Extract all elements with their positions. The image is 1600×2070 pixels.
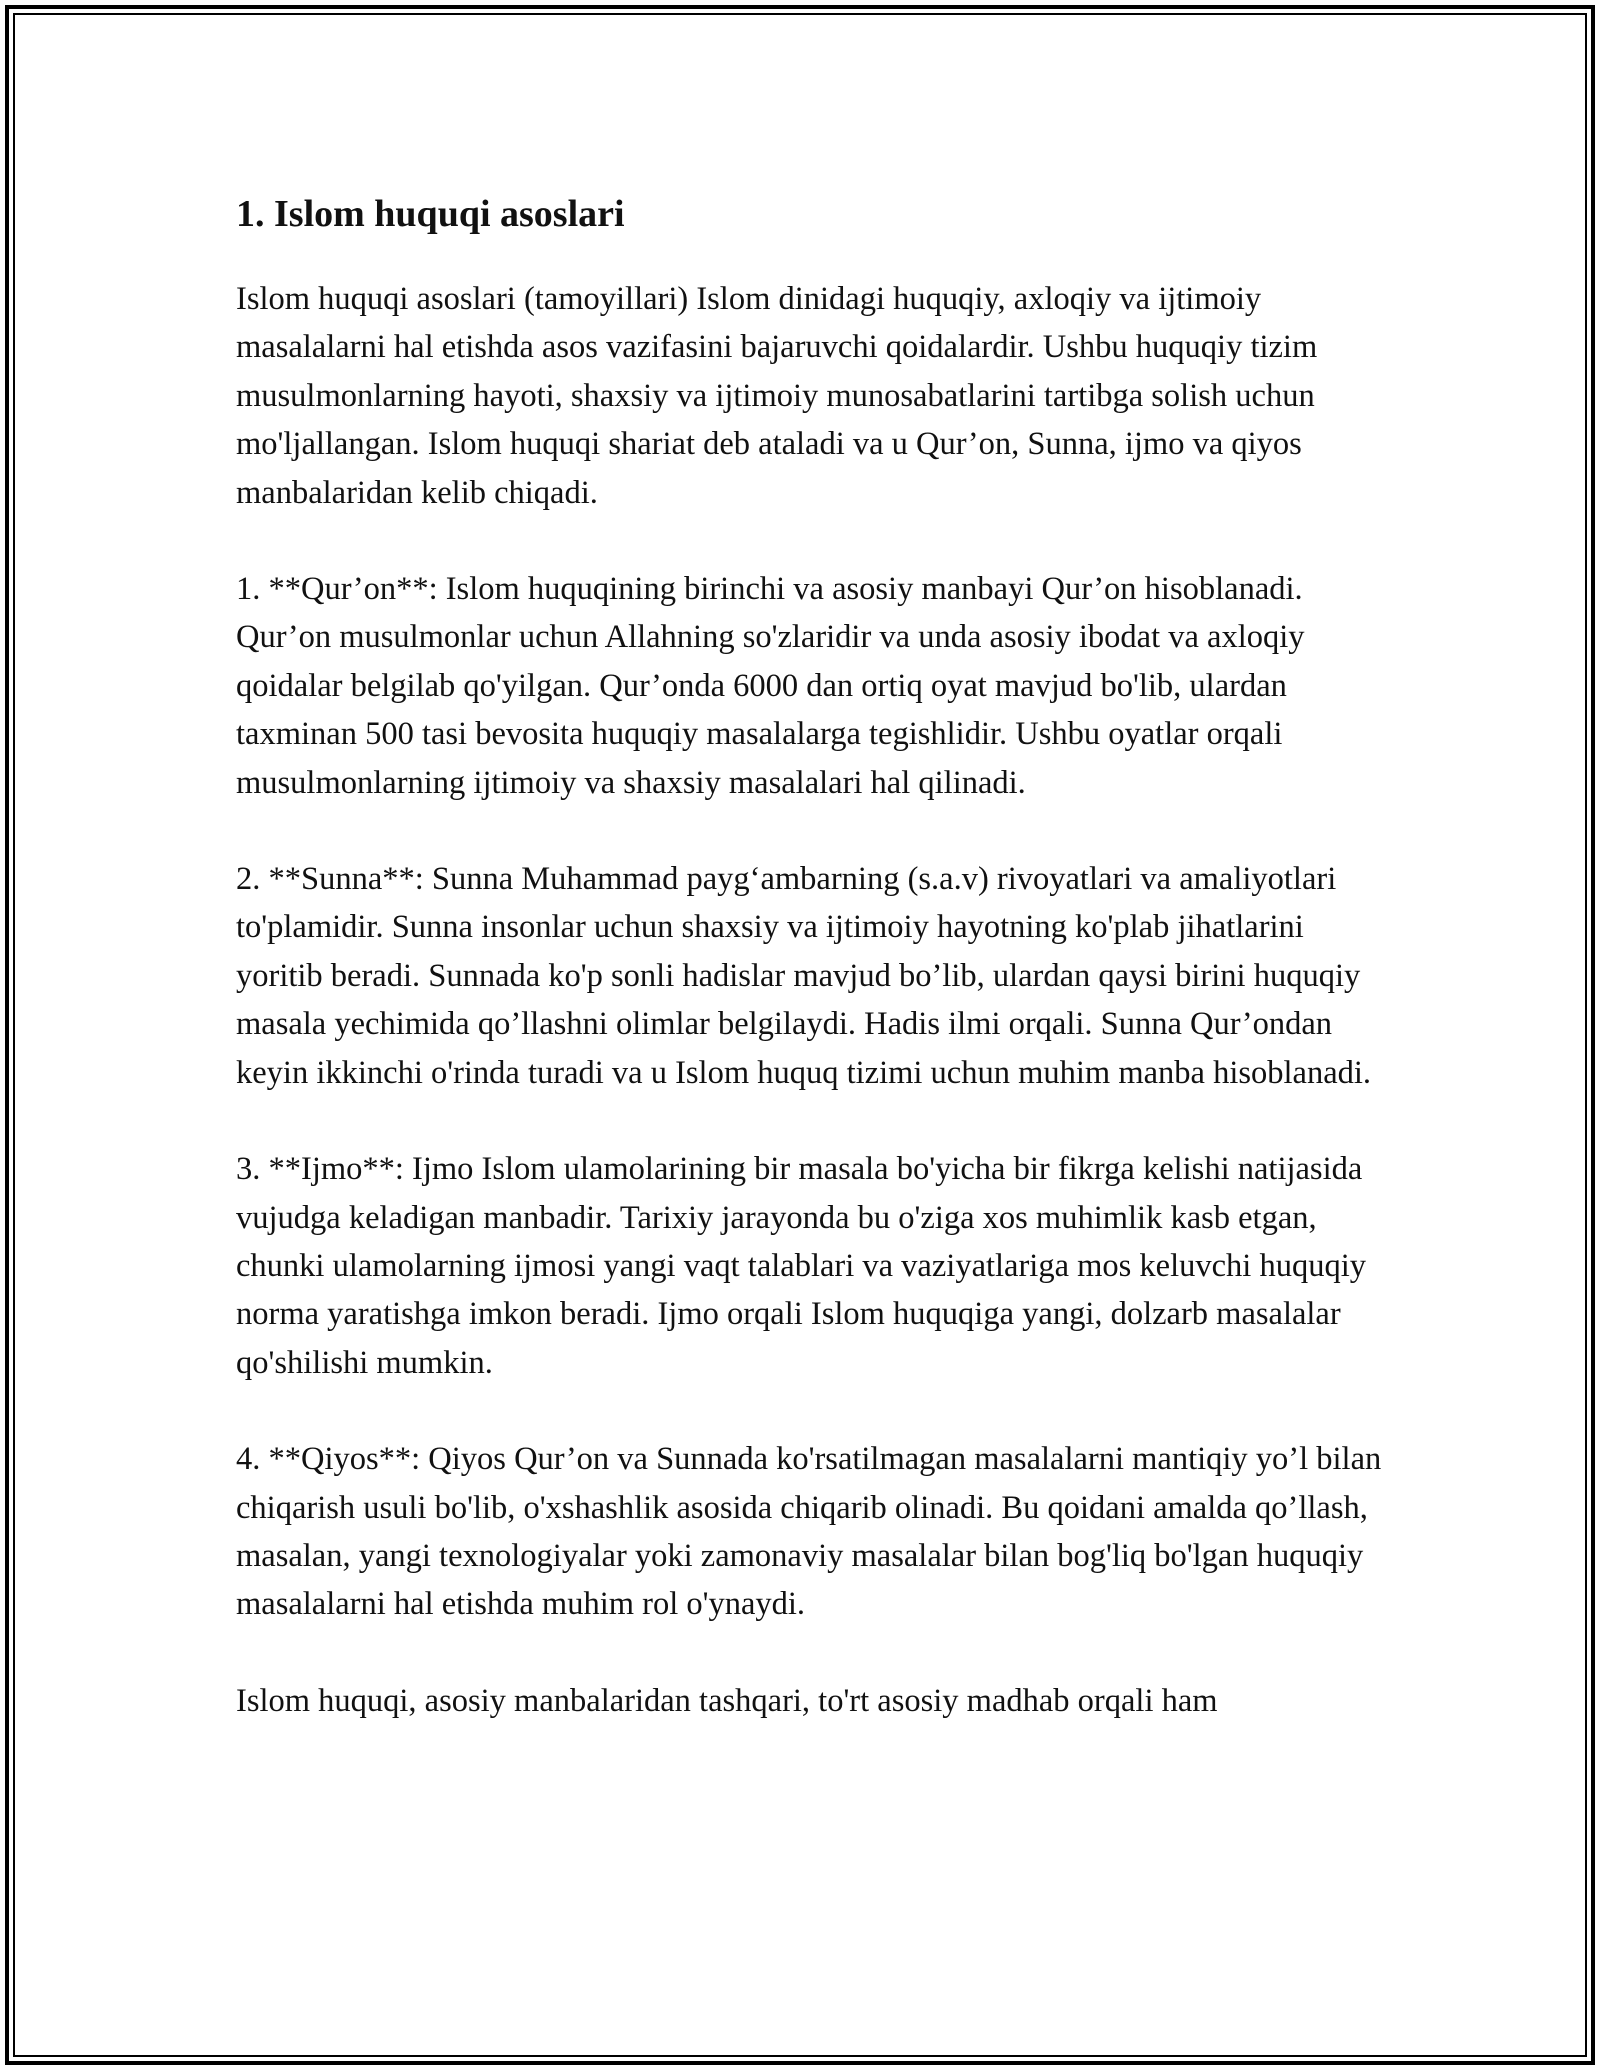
intro-paragraph: Islom huquqi asoslari (tamoyillari) Islom dinidagi huquqiy, axloqiy va ijtimoiy masalalarni hal etishda asos vazifasini bajaruvchi qoidalardir. Ushbu huquqiy tizim musulmonlarning hayoti, shaxsiy va ijtimoiy munosabatlarini tartibga solish uchun mo'ljallangan. Islom huquqi shariat deb ataladi va u Qur’on, Sunna, ijmo va qiyos manbalaridan kelib chiqadi. [236,281,1318,511]
document-title: 1. Islom huquqi asoslari [236,193,625,235]
document-body [236,188,1386,1773]
sunna-paragraph: 2. **Sunna**: Sunna Muhammad payg‘ambarning (s.a.v) rivoyatlari va amaliyotlari to'plamidir. Sunna insonlar uchun shaxsiy va ijtimoiy hayotning ko'plab jihatlarini yoritib beradi. Sunnada ko'p sonli hadislar mavjud bo’lib, ulardan qaysi birini huquqiy masala yechimida qo’llashni olimlar belgilaydi. Hadis ilmi orqali. Sunna Qur’ondan keyin ikkinchi o'rinda turadi va u Islom huquq tizimi uchun muhim manba hisoblanadi. [236,861,1372,1091]
madhab-paragraph: Islom huquqi, asosiy manbalaridan tashqari, to'rt asosiy madhab orqali ham [236,1682,1218,1719]
ijmo-paragraph: 3. **Ijmo**: Ijmo Islom ulamolarining bir masala bo'yicha bir fikrga kelishi natijasida vujudga keladigan manbadir. Tarixiy jarayonda bu o'ziga xos muhimlik kasb etgan, chunki ulamolarning ijmosi yangi vaqt talablari va vaziyatlariga mos keluvchi huquqiy norma yaratishga imkon beradi. Ijmo orqali Islom huquqiga yangi, dolzarb masalalar qo'shilishi mumkin. [236,1151,1366,1381]
qiyos-paragraph: 4. **Qiyos**: Qiyos Qur’on va Sunnada ko'rsatilmagan masalalarni mantiqiy yo’l bilan chiqarish usuli bo'lib, o'xshashlik asosida chiqarib olinadi. Bu qoidani amalda qo’llash, masalan, yangi texnologiyalar yoki zamonaviy masalalar bilan bog'liq bo'lgan huquqiy masalalarni hal etishda muhim rol o'ynaydi. [236,1441,1382,1623]
quran-paragraph: 1. **Qur’on**: Islom huquqining birinchi va asosiy manbayi Qur’on hisoblanadi. Qur’on musulmonlar uchun Allahning so'zlaridir va unda asosiy ibodat va axloqiy qoidalar belgilab qo'yilgan. Qur’onda 6000 dan ortiq oyat mavjud bo'lib, ulardan taxminan 500 tasi bevosita huquqiy masalalarga tegishlidir. Ushbu oyatlar orqali musulmonlarning ijtimoiy va shaxsiy masalalari hal qilinadi. [236,571,1305,801]
